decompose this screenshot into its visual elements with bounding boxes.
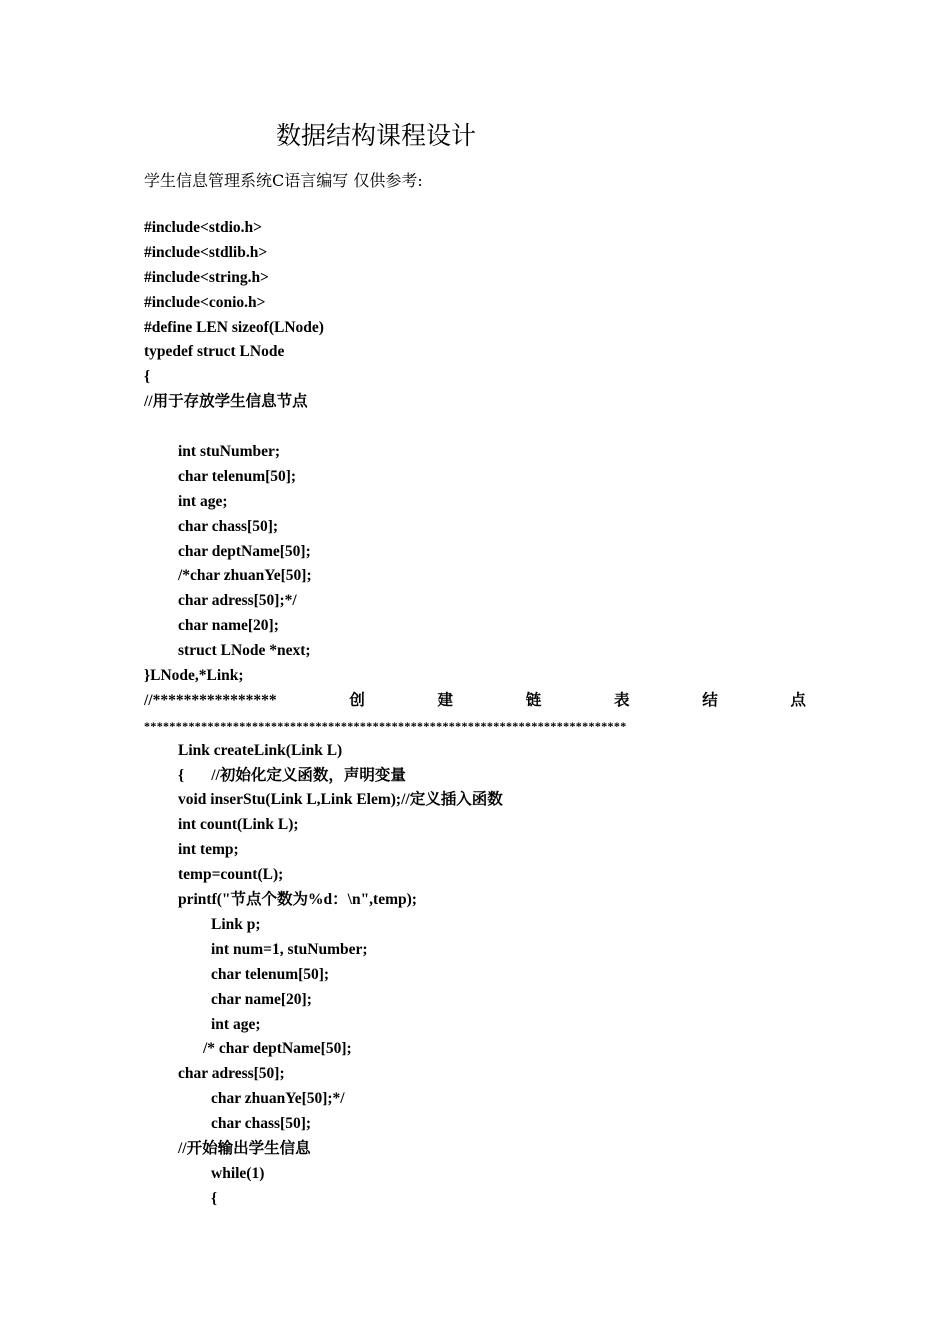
code-line: char chass[50]; xyxy=(178,517,279,535)
code-line: { xyxy=(211,1189,218,1207)
code-line: char name[20]; xyxy=(178,617,279,635)
code-line: typedef struct LNode xyxy=(144,343,285,361)
code-line: char adress[50]; xyxy=(178,1065,285,1083)
code-line: Link p; xyxy=(211,915,261,933)
code-line: //用于存放学生信息节点 xyxy=(144,393,308,411)
code-line: char zhuanYe[50];*/ xyxy=(211,1090,345,1108)
code-line: { //初始化定义函数，声明变量 xyxy=(178,766,406,784)
banner-word: 创 xyxy=(349,691,365,709)
document-subtitle: 学生信息管理系统C语言编写 仅供参考: xyxy=(144,171,423,190)
code-line: char telenum[50]; xyxy=(211,965,330,983)
code-line: void inserStu(Link L,Link Elem);//定义插入函数 xyxy=(178,791,503,809)
code-line: #include<stdlib.h> xyxy=(144,243,268,261)
code-line: char telenum[50]; xyxy=(178,467,297,485)
banner-prefix: //**************** xyxy=(144,691,277,709)
code-line: int num=1, stuNumber; xyxy=(211,940,368,958)
section-banner xyxy=(144,689,806,714)
code-line: /*char zhuanYe[50]; xyxy=(178,567,312,585)
code-line: char name[20]; xyxy=(211,990,312,1008)
code-line: int age; xyxy=(211,1015,261,1033)
code-block xyxy=(144,216,814,1212)
code-line: int temp; xyxy=(178,841,239,859)
code-line xyxy=(144,415,814,440)
banner-stars: **************************************************************************** xyxy=(144,718,627,733)
code-line: int age; xyxy=(178,492,228,510)
code-line: int count(Link L); xyxy=(178,816,299,834)
code-line: char chass[50]; xyxy=(211,1115,312,1133)
code-line: //开始输出学生信息 xyxy=(178,1139,311,1157)
document-title: 数据结构课程设计 xyxy=(276,121,477,150)
code-line: #define LEN sizeof(LNode) xyxy=(144,318,324,336)
banner-word: 点 xyxy=(790,691,806,709)
code-line: Link createLink(Link L) xyxy=(178,741,343,759)
code-line: }LNode,*Link; xyxy=(144,667,244,685)
banner-word: 结 xyxy=(702,691,718,709)
code-line: struct LNode *next; xyxy=(178,642,311,660)
code-line: /* char deptName[50]; xyxy=(203,1040,352,1058)
code-line: temp=count(L); xyxy=(178,866,284,884)
code-line: char adress[50];*/ xyxy=(178,592,297,610)
code-line: #include<conio.h> xyxy=(144,293,266,311)
code-line: char deptName[50]; xyxy=(178,542,311,560)
banner-word: 建 xyxy=(437,691,454,709)
code-line: printf("节点个数为%d：\n",temp); xyxy=(178,891,417,909)
code-line: int stuNumber; xyxy=(178,443,281,461)
code-line: #include<string.h> xyxy=(144,268,269,286)
code-line: { xyxy=(144,368,151,386)
banner-word: 链 xyxy=(525,691,542,709)
code-line: while(1) xyxy=(211,1164,265,1182)
banner-word: 表 xyxy=(613,691,630,709)
code-line: #include<stdio.h> xyxy=(144,219,263,236)
